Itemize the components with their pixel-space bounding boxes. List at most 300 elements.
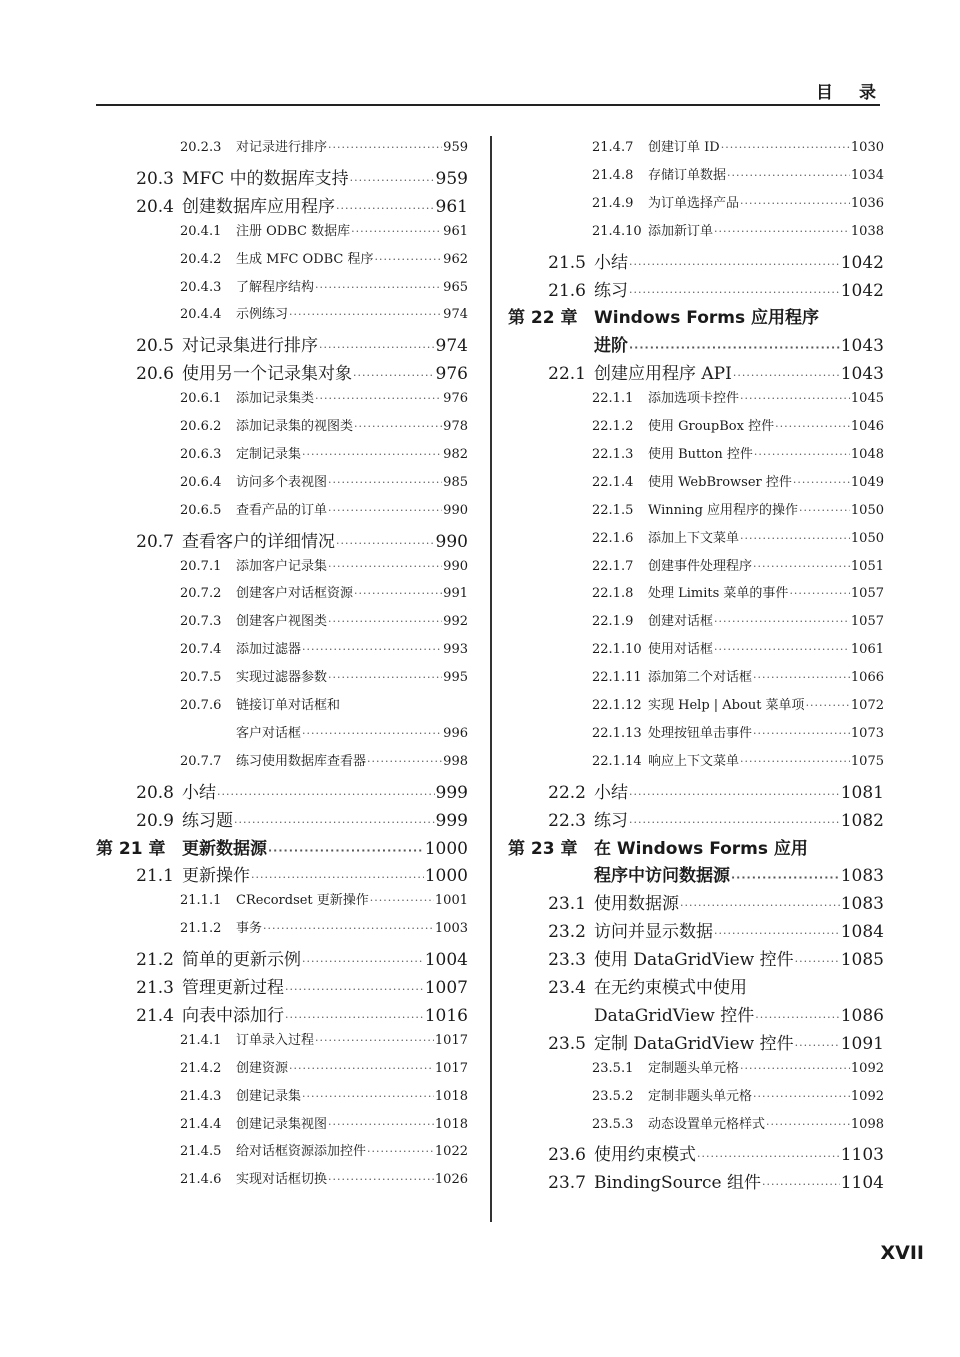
toc-entry [96,1085,468,1104]
toc-entry-number: 23.2 [548,922,586,943]
toc-leader-dots [762,1178,840,1191]
toc-leader-dots [328,1173,434,1186]
toc-entry-page: 1043 [840,364,884,385]
toc-leader-dots [753,1090,850,1103]
toc-entry-title: DataGridView 控件 [594,1005,755,1026]
toc-entry [96,220,468,239]
toc-entry-title: 查看产品的订单 [236,502,328,518]
toc-entry [96,638,468,657]
toc-entry [508,917,884,942]
toc-entry [508,1113,884,1132]
toc-entry-page: 1083 [840,894,884,915]
toc-entry [508,778,884,803]
toc-entry-number: 20.7 [136,531,174,552]
toc-entry [508,471,884,490]
toc-entry [96,136,468,155]
toc-entry-page: 1085 [840,950,884,971]
toc-entry-page: 1051 [850,558,884,574]
toc-leader-dots [629,341,840,354]
toc-entry-page: 996 [443,725,468,741]
toc-entry [96,555,468,574]
toc-entry-title: 访问多个表视图 [236,474,328,490]
toc-entry [96,861,468,886]
toc-leader-dots [795,1039,840,1052]
toc-entry [96,1057,468,1076]
toc-entry-page: 962 [443,251,468,267]
toc-leader-dots [328,671,442,684]
toc-entry-number: 20.5 [136,336,174,357]
toc-entry-number: 20.7.3 [180,614,222,630]
toc-entry-page: 1092 [850,1088,884,1104]
toc-entry-title: 在无约束模式中使用 [594,978,747,998]
toc-entry-page: 995 [443,670,468,686]
toc-entry-number: 20.7.4 [180,642,222,658]
toc-entry-page: 991 [443,586,468,602]
toc-entry-title: 添加记录集类 [236,391,315,407]
toc-entry [508,582,884,601]
toc-entry-title: 创建订单 ID [648,140,720,155]
toc-entry [96,945,468,970]
toc-entry-number: 21.2 [136,950,174,971]
toc-entry-page: 1104 [840,1173,884,1194]
toc-entry [96,806,468,831]
toc-entry [96,331,468,356]
toc-leader-dots [789,587,849,600]
toc-leader-dots [315,392,442,405]
toc-entry-page: 961 [435,196,468,217]
toc-entry-title: 订单录入过程 [236,1032,315,1048]
toc-leader-dots [302,448,442,461]
toc-entry [508,694,884,713]
toc-entry-title: 访问并显示数据 [594,922,713,943]
toc-entry-number: 21.4.7 [592,140,634,155]
toc-leader-dots [251,871,424,884]
toc-entry-page: 1042 [840,252,884,273]
toc-leader-dots [766,1118,850,1131]
column-divider [490,136,492,1222]
toc-leader-dots [302,1090,434,1103]
toc-leader-dots [753,671,850,684]
toc-entry-number: 23.4 [548,978,586,998]
toc-entry [508,359,884,384]
toc-entry-page: 976 [435,364,468,385]
toc-entry-number: 23.7 [548,1173,586,1194]
toc-entry-number: 第 22 章 [508,308,578,329]
toc-entry-page: 1066 [850,670,884,686]
toc-entry [96,1168,468,1187]
toc-leader-dots [263,922,434,935]
toc-entry [508,1029,884,1054]
toc-entry-page: 982 [443,446,468,462]
toc-entry [96,527,468,552]
toc-entry-number: 23.5.1 [592,1060,634,1076]
toc-entry-title: 添加选项卡控件 [648,391,740,407]
page-number: XVII [880,1242,924,1264]
toc-leader-dots [328,476,442,489]
toc-entry [96,415,468,434]
toc-leader-dots [370,894,434,907]
toc-leader-dots [629,816,840,829]
toc-entry-number: 21.4.5 [180,1144,222,1160]
toc-entry [96,359,468,384]
toc-entry-title: 创建资源 [236,1060,289,1076]
toc-entry-number: 22.1.8 [592,586,634,602]
header-rule [96,104,880,106]
toc-entry-title: 程序中访问数据源 [594,866,730,887]
toc-entry [508,1085,884,1104]
toc-entry-page: 1004 [424,950,468,971]
toc-entry-title: 添加客户记录集 [236,558,328,574]
toc-entry-page: 959 [435,168,468,189]
toc-entry-page: 1017 [434,1032,468,1048]
toc-entry-title: 创建客户对话框资源 [236,586,354,602]
toc-leader-dots [731,871,840,884]
toc-leader-dots [328,1118,434,1131]
toc-entry [96,1140,468,1159]
toc-entry-number: 20.6.4 [180,474,222,490]
toc-entry-number: 22.1.2 [592,419,634,434]
toc-entry-page: 965 [443,279,468,295]
toc-entry-title: 实现过滤器参数 [236,670,328,686]
toc-entry-number: 20.2.3 [180,140,222,155]
toc-entry-number: 22.1.4 [592,474,634,490]
toc-entry [96,471,468,490]
toc-leader-dots [753,560,850,573]
toc-entry-title: 添加过滤器 [236,642,302,658]
toc-entry-page: 985 [443,474,468,490]
toc-entry-title: 链接订单对话框和 [236,698,341,713]
toc-entry-page: 1042 [840,280,884,301]
toc-entry-number: 23.6 [548,1145,586,1166]
toc-entry [96,1001,468,1026]
toc-entry-number: 22.1.1 [592,391,634,407]
toc-entry-number: 20.3 [136,168,174,189]
toc-leader-dots [775,420,850,433]
toc-entry-number: 22.3 [548,810,586,831]
toc-entry-number: 22.1.3 [592,446,634,462]
toc-leader-dots [289,1062,434,1075]
toc-entry-title: 创建记录集视图 [236,1116,328,1132]
toc-leader-dots [354,420,442,433]
toc-entry [508,248,884,273]
toc-entry-number: 20.7.6 [180,698,222,713]
toc-entry-title: 更新数据源 [182,838,267,859]
toc-entry-title: 管理更新过程 [182,978,284,998]
toc-entry-number: 23.5.3 [592,1116,634,1132]
toc-entry-page: 990 [443,502,468,518]
toc-entry-page: 1007 [424,978,468,998]
toc-entry [508,415,884,434]
toc-entry [508,1057,884,1076]
toc-entry-page: 1022 [434,1144,468,1160]
toc-entry-page: 1048 [850,446,884,462]
toc-entry-page: 1103 [840,1145,884,1166]
toc-entry-title: 添加记录集的视图类 [236,419,354,434]
toc-entry-page: 992 [443,614,468,630]
toc-entry-page: 1036 [850,195,884,211]
toc-entry-title: 生成 MFC ODBC 程序 [236,251,374,267]
toc-entry-number: 22.1.9 [592,614,634,630]
toc-entry-page: 1073 [850,725,884,741]
toc-entry [508,722,884,741]
toc-entry-page: 999 [435,810,468,831]
toc-entry-number: 20.7.2 [180,586,222,602]
toc-entry-number: 20.6 [136,364,174,385]
toc-entry [96,889,468,908]
toc-entry-title: 创建对话框 [648,614,714,630]
toc-entry-page: 990 [435,531,468,552]
toc-entry-number: 21.3 [136,978,174,998]
toc-entry [96,694,468,713]
toc-entry-number: 20.7.1 [180,558,222,574]
toc-entry-number: 21.1.2 [180,921,222,937]
toc-entry [508,1140,884,1165]
toc-entry-page: 1082 [840,810,884,831]
toc-entry-title: 简单的更新示例 [182,950,301,971]
toc-leader-dots [217,788,435,801]
toc-entry-number: 20.7.7 [180,753,222,769]
toc-leader-dots [319,341,435,354]
toc-entry-page: 1050 [850,502,884,518]
toc-entry-number: 第 23 章 [508,838,578,859]
toc-entry-page: 1026 [434,1172,468,1188]
toc-entry-title: 示例练习 [236,307,289,323]
toc-entry-title: 注册 ODBC 数据库 [236,223,351,239]
toc-entry-page: 1050 [850,530,884,546]
toc-entry [96,610,468,629]
toc-entry-title: 创建数据库应用程序 [182,196,335,217]
toc-entry [96,443,468,462]
toc-entry-page: 1017 [434,1060,468,1076]
toc-entry-number: 21.4.9 [592,195,634,211]
toc-entry [96,750,468,769]
toc-entry-number: 23.1 [548,894,586,915]
toc-leader-dots [753,727,850,740]
toc-leader-dots [629,286,840,299]
toc-entry-number: 22.1.14 [592,753,642,769]
toc-entry-title: 创建事件处理程序 [648,558,753,574]
toc-entry [96,1113,468,1132]
toc-entry-title: 使用 Button 控件 [648,446,753,462]
toc-entry-page: 990 [443,558,468,574]
toc-entry-number: 21.1 [136,866,174,887]
toc-entry [96,192,468,217]
toc-entry-title: 练习使用数据库查看器 [236,753,367,769]
toc-leader-dots [733,369,840,382]
toc-entry [508,806,884,831]
toc-leader-dots [740,392,850,405]
toc-entry-number: 20.8 [136,782,174,803]
toc-leader-dots [367,755,442,768]
toc-leader-dots [315,281,442,294]
toc-entry-title: 向表中添加行 [182,1005,284,1026]
toc-entry [96,248,468,267]
toc-entry [96,973,468,998]
toc-entry-page: 1030 [850,140,884,155]
toc-entry-number: 21.4.2 [180,1060,222,1076]
toc-leader-dots [285,1011,424,1024]
toc-entry-title: 使用约束模式 [594,1145,696,1166]
toc-entry-number: 22.2 [548,782,586,803]
toc-entry [508,164,884,183]
toc-entry-page: 1091 [840,1033,884,1054]
toc-leader-dots [754,448,850,461]
toc-leader-dots [353,369,435,382]
toc-entry-number: 23.5.2 [592,1088,634,1104]
toc-entry [96,387,468,406]
toc-entry [96,499,468,518]
toc-entry-page: 1046 [850,419,884,434]
toc-entry-number: 23.5 [548,1033,586,1054]
toc-entry-title: 对记录集进行排序 [182,336,318,357]
toc-entry-number: 20.7.5 [180,670,222,686]
toc-entry [508,136,884,155]
toc-entry-title: 了解程序结构 [236,279,315,295]
toc-entry-title: 处理按钮单击事件 [648,725,753,741]
toc-leader-dots [302,727,442,740]
running-header-title: 目录 [816,83,902,103]
toc-entry-page: 993 [443,642,468,658]
toc-entry-page: 1018 [434,1088,468,1104]
toc-entry-title: 更新操作 [182,866,250,887]
toc-entry-title: MFC 中的数据库支持 [182,168,349,189]
toc-entry-title: 定制非题头单元格 [648,1088,753,1104]
toc-leader-dots [350,174,435,187]
toc-entry-page: 1001 [434,893,468,909]
toc-entry-title: 创建记录集 [236,1088,302,1104]
toc-entry-number: 21.4.1 [180,1032,222,1048]
toc-entry-number: 20.4 [136,196,174,217]
toc-entry-title: 练习 [594,280,628,301]
toc-entry-page: 1092 [850,1060,884,1076]
toc-entry [508,945,884,970]
toc-entry-page: 961 [443,223,468,239]
toc-entry [96,666,468,685]
toc-entry-page: 978 [443,419,468,434]
toc-entry-page: 1075 [850,753,884,769]
toc-entry [96,276,468,295]
toc-leader-dots [714,225,850,238]
toc-entry [508,499,884,518]
toc-leader-dots [740,755,850,768]
toc-leader-dots [268,844,424,857]
toc-entry-number: 21.6 [548,280,586,301]
toc-leader-dots [697,1150,840,1163]
toc-entry-title: 查看客户的详细情况 [182,531,335,552]
toc-entry-title: 小结 [594,252,628,273]
toc-entry-page: 1086 [840,1005,884,1026]
toc-entry-number: 20.4.1 [180,223,222,239]
toc-leader-dots [336,202,435,215]
toc-leader-dots [727,169,850,182]
toc-entry [508,192,884,211]
toc-leader-dots [234,816,435,829]
toc-entry-title: 事务 [236,921,263,937]
toc-entry-title: 创建应用程序 API [594,364,732,385]
toc-entry-page: 1049 [850,474,884,490]
toc-entry-number: 21.4.3 [180,1088,222,1104]
toc-entry [96,303,468,322]
toc-entry [508,276,884,301]
toc-entry-number: 22.1.6 [592,530,634,546]
toc-leader-dots [740,532,850,545]
toc-entry-number: 21.4.4 [180,1116,222,1132]
toc-entry-title: 为订单选择产品 [648,195,740,211]
toc-entry [508,555,884,574]
toc-entry-title: 定制 DataGridView 控件 [594,1033,794,1054]
toc-entry-title: BindingSource 组件 [594,1173,761,1194]
toc-leader-dots [714,643,850,656]
toc-entry-title: 使用另一个记录集对象 [182,364,352,385]
toc-entry-page: 959 [443,140,468,155]
toc-entry-number: 20.4.4 [180,307,222,323]
toc-entry-page: 1072 [850,698,884,713]
toc-entry [508,1001,884,1026]
toc-entry-title: 存储订单数据 [648,167,727,183]
toc-entry-title: Winning 应用程序的操作 [648,502,799,518]
toc-leader-dots [285,983,424,996]
toc-entry-title: 客户对话框 [236,725,302,741]
toc-leader-dots [315,1034,434,1047]
toc-leader-dots [629,258,840,271]
toc-entry-title: CRecordset 更新操作 [236,893,369,909]
toc-entry-title: 使用 DataGridView 控件 [594,950,794,971]
toc-leader-dots [328,141,442,154]
toc-leader-dots [806,699,850,712]
toc-entry-page: 1034 [850,167,884,183]
toc-entry [96,834,468,859]
toc-entry-page: 1016 [424,1005,468,1026]
toc-leader-dots [302,643,442,656]
toc-entry-title: 添加上下文菜单 [648,530,740,546]
toc-leader-dots [799,504,850,517]
toc-entry [508,443,884,462]
toc-entry-page: 998 [443,753,468,769]
toc-entry-number: 23.3 [548,950,586,971]
toc-entry-number: 22.1.7 [592,558,634,574]
toc-leader-dots [795,955,840,968]
toc-leader-dots [680,899,840,912]
toc-leader-dots [740,197,850,210]
toc-entry-page: 1081 [840,782,884,803]
toc-entry-number: 20.4.3 [180,279,222,295]
toc-entry-page: 1018 [434,1116,468,1132]
toc-entry-title: 定制记录集 [236,446,302,462]
toc-entry-number: 21.4.6 [180,1172,222,1188]
toc-leader-dots [328,560,442,573]
toc-leader-dots [336,537,435,550]
toc-entry-page: 976 [443,391,468,407]
toc-entry [508,303,884,328]
toc-entry [508,750,884,769]
toc-entry-number: 20.9 [136,810,174,831]
toc-entry-title: 添加第二个对话框 [648,670,753,686]
toc-entry-title: 小结 [182,782,216,803]
toc-entry-number: 20.6.5 [180,502,222,518]
toc-entry-title: 创建客户视图类 [236,614,328,630]
toc-leader-dots [714,615,850,628]
toc-entry-number: 第 21 章 [96,838,166,859]
toc-entry [508,638,884,657]
toc-entry-title: 响应上下文菜单 [648,753,740,769]
toc-entry-page: 1000 [424,838,468,859]
toc-entry-page: 1043 [840,336,884,357]
toc-entry [508,610,884,629]
toc-entry-page: 1000 [424,866,468,887]
toc-entry-title: 进阶 [594,336,628,357]
toc-entry-title: 使用对话框 [648,642,714,658]
toc-entry-title: 添加新订单 [648,223,714,239]
